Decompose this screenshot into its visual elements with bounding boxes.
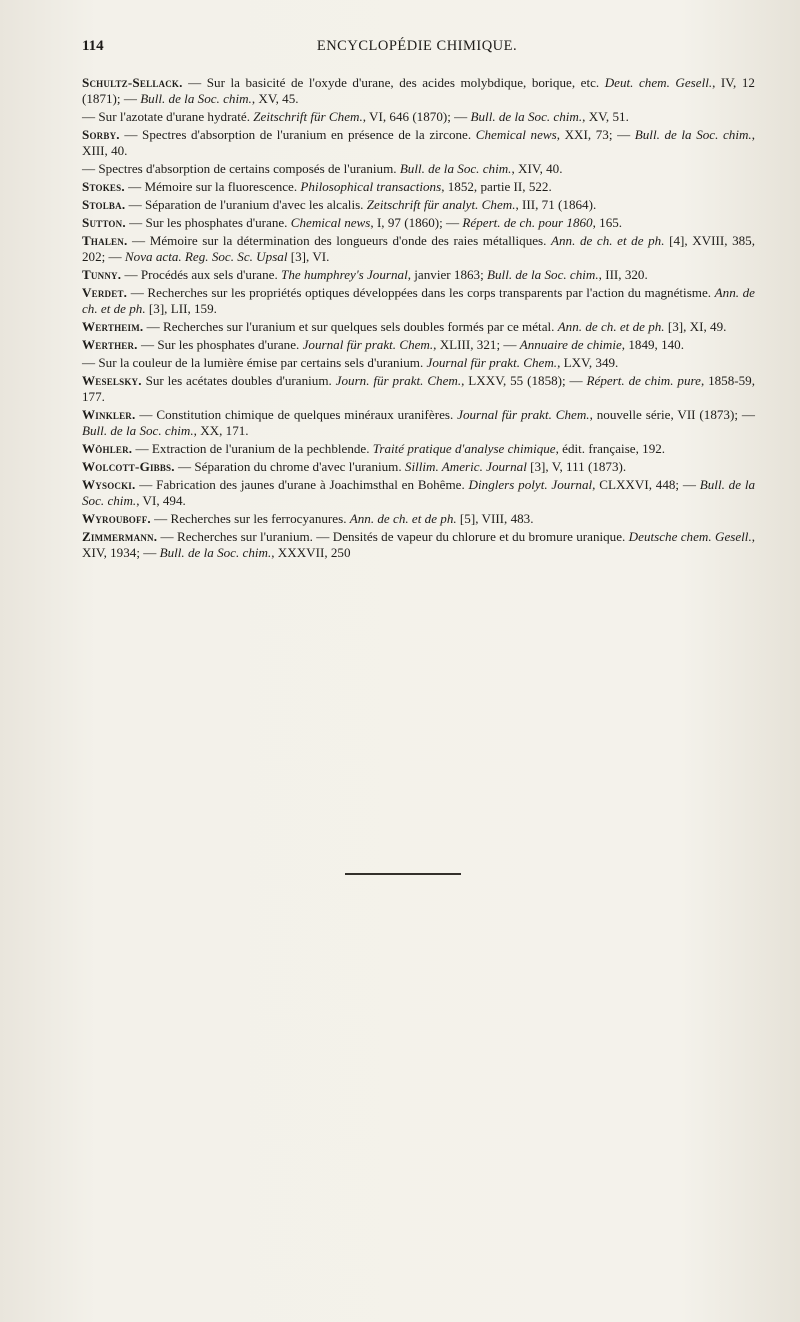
running-title: ENCYCLOPÉDIE CHIMIQUE. [316, 38, 518, 54]
entry-source: Répert. de chim. pure [586, 372, 701, 388]
entry-text: — Spectres d'absorption de l'uranium en présence de la zircone. [119, 127, 476, 143]
entry-text: , CLXXVI, 448; — [592, 476, 700, 492]
entry-source: Bull. de la Soc. chim. [399, 161, 512, 177]
entry-source: Bull. de la Soc. chim. [470, 109, 583, 125]
bibliography-entry [82, 407, 755, 440]
entry-text: , XXXVII, 250 [271, 545, 351, 561]
entry-text: , VI, 494. [136, 493, 186, 509]
entry-text: [4], XVIII, 385, 202; — [82, 232, 755, 265]
bibliography-list [82, 75, 755, 563]
bibliography-entry [82, 109, 755, 125]
entry-text: , XXI, 73; — [556, 127, 635, 143]
entry-text: — Sur la basicité de l'oxyde d'urane, des acides molybdique, borique, etc. [182, 75, 605, 90]
entry-text: — Constitution chimique de quelques minéraux uranifères. [135, 406, 458, 422]
bibliography-entry [82, 355, 755, 371]
entry-text: Sur les acétates doubles d'uranium. [141, 372, 336, 388]
entry-source: Journal für prakt. Chem. [302, 336, 434, 352]
entry-text: , XIV, 40. [511, 161, 563, 177]
entry-text: , III, 71 (1864). [515, 197, 597, 213]
entry-text: , XV, 51. [582, 109, 629, 125]
entry-source: Zeitschrift für analyt. Chem. [366, 197, 516, 213]
entry-author: Wertheim. [82, 319, 144, 335]
entry-text: , janvier 1863; [407, 267, 488, 283]
entry-text: , III, 320. [598, 267, 648, 283]
entry-author: Zimmermann. [82, 529, 158, 544]
entry-text: — Séparation de l'uranium d'avec les alcalis. [125, 197, 367, 213]
bibliography-entry [82, 459, 755, 475]
entry-source: Sillim. Americ. Journal [404, 459, 527, 475]
entry-source: Zeitschrift für Chem. [253, 109, 363, 125]
entry-author: Stolba. [82, 197, 126, 213]
entry-text: [5], VIII, 483. [456, 511, 534, 527]
bibliography-entry [82, 477, 755, 510]
entry-text: — Séparation du chrome d'avec l'uranium. [174, 459, 405, 475]
entry-text: , LXV, 349. [557, 354, 619, 370]
entry-text: — Sur les phosphates d'urane. [137, 336, 303, 352]
entry-author: Weselsky. [82, 372, 142, 388]
bibliography-entry [82, 267, 755, 283]
entry-text: , XV, 45. [251, 91, 299, 107]
entry-source: Bull. de la Soc. chim. [487, 267, 599, 283]
entry-text: — Sur la couleur de la lumière émise par certains sels d'uranium. [82, 354, 427, 370]
entry-source: Philosophical transactions [300, 179, 442, 195]
entry-text: , XIV, 1934; — [82, 529, 755, 561]
entry-source: Journal für prakt. Chem. [426, 354, 558, 370]
entry-author: Wyrouboff. [82, 511, 151, 527]
entry-author: Tunny. [82, 267, 122, 283]
entry-source: Deut. chem. Gesell. [604, 75, 713, 90]
entry-source: Journ. für prakt. Chem. [335, 372, 462, 388]
entry-author: Sorby. [82, 127, 120, 143]
entry-text: , LXXV, 55 (1858); — [461, 372, 587, 388]
bibliography-entry [82, 529, 755, 562]
entry-text: — Sur les phosphates d'urane. [125, 214, 291, 230]
entry-text: — Recherches sur les ferrocyanures. [150, 511, 350, 527]
page-number: 114 [82, 38, 104, 54]
entry-author: Wöhler. [82, 441, 133, 457]
entry-source: Bull. de la Soc. chim. [140, 91, 252, 107]
entry-source: Traité pratique d'analyse chimique [372, 441, 556, 457]
entry-text: , I, 97 (1860); — [370, 214, 463, 230]
end-rule [345, 873, 461, 875]
bibliography-entry [82, 161, 755, 177]
entry-source: Annuaire de chimie [519, 336, 622, 352]
entry-text: , nouvelle série, VII (1873); — [589, 406, 755, 422]
entry-source: Répert. de ch. pour 1860 [462, 214, 593, 230]
entry-text: — Procédés aux sels d'urane. [121, 267, 282, 283]
entry-text: , VI, 646 (1870); — [362, 109, 471, 125]
entry-text: — Recherches sur l'uranium et sur quelques sels doubles formés par ce métal. [143, 319, 558, 335]
entry-source: Nova acta. Reg. Soc. Sc. Upsal [124, 249, 288, 265]
entry-text: [3], VI. [287, 249, 330, 265]
entry-text: [3], XI, 49. [664, 319, 727, 335]
entry-text: , 1852, partie II, 522. [441, 179, 552, 195]
entry-text: — Spectres d'absorption de certains composés de l'uranium. [82, 161, 400, 177]
entry-author: Thalen. [82, 232, 128, 248]
entry-source: Ann. de ch. et de ph. [349, 511, 457, 527]
entry-source: Bull. de la Soc. chim. [82, 423, 194, 439]
bibliography-entry [82, 285, 755, 318]
entry-text: — Recherches sur les propriétés optiques développées dans les corps transparents par l'action du magnétisme. [127, 284, 715, 300]
entry-source: Bull. de la Soc. chim. [82, 476, 756, 509]
entry-text: — Mémoire sur la fluorescence. [124, 179, 301, 195]
bibliography-entry [82, 373, 755, 406]
entry-source: The humphrey's Journal [281, 267, 408, 283]
bibliography-entry [82, 197, 755, 213]
entry-source: Bull. de la Soc. chim. [634, 127, 752, 143]
entry-text: [3], V, 111 (1873). [526, 459, 627, 475]
bibliography-entry [82, 127, 755, 160]
entry-text: , 1858-59, 177. [82, 372, 756, 405]
entry-source: Chemical news [475, 127, 557, 143]
entry-source: Bull. de la Soc. chim. [159, 545, 272, 561]
entry-author: Sutton. [82, 214, 126, 230]
entry-author: Verdet. [82, 284, 128, 300]
bibliography-entry [82, 215, 755, 231]
bibliography-entry [82, 441, 755, 457]
entry-author: Winkler. [82, 406, 136, 422]
page-header [82, 38, 752, 68]
entry-source: Dinglers polyt. Journal [468, 476, 593, 492]
entry-text: [3], LII, 159. [145, 301, 217, 317]
bibliography-entry [82, 511, 755, 527]
bibliography-entry [82, 337, 755, 353]
entry-source: Ann. de ch. et de ph. [551, 232, 665, 248]
entry-text: , XX, 171. [193, 423, 249, 439]
entry-text: , 165. [592, 214, 623, 230]
entry-source: Deutsche chem. Gesell. [628, 529, 752, 544]
entry-source: Journal für prakt. Chem. [457, 406, 590, 422]
entry-text: , 1849, 140. [621, 336, 684, 352]
entry-text: , édit. française, 192. [555, 441, 666, 457]
entry-author: Stokes. [82, 179, 125, 195]
entry-author: Werther. [82, 336, 138, 352]
entry-text: — Fabrication des jaunes d'urane à Joachimsthal en Bohême. [135, 476, 469, 492]
entry-text: — Recherches sur l'uranium. — Densités de vapeur du chlorure et du bromure uranique. [157, 529, 629, 544]
bibliography-entry [82, 319, 755, 335]
entry-text: — Mémoire sur la détermination des longueurs d'onde des raies métalliques. [127, 232, 552, 248]
entry-source: Chemical news [290, 214, 371, 230]
entry-source: Ann. de ch. et de ph. [82, 284, 755, 317]
bibliography-entry [82, 179, 755, 195]
entry-author: Schultz-Sellack. [82, 75, 183, 90]
entry-text: — Sur l'azotate d'urane hydraté. [82, 109, 254, 125]
bibliography-entry [82, 75, 755, 108]
entry-author: Wolcott-Gibbs. [82, 459, 175, 475]
bibliography-entry [82, 233, 755, 266]
entry-text: , IV, 12 (1871); — [82, 75, 755, 107]
entry-text: — Extraction de l'uranium de la pechblende. [132, 441, 373, 457]
entry-author: Wysocki. [82, 476, 136, 492]
entry-text: , XIII, 40. [82, 127, 755, 159]
entry-source: Ann. de ch. et de ph. [557, 319, 665, 335]
entry-text: , XLIII, 321; — [433, 336, 520, 352]
